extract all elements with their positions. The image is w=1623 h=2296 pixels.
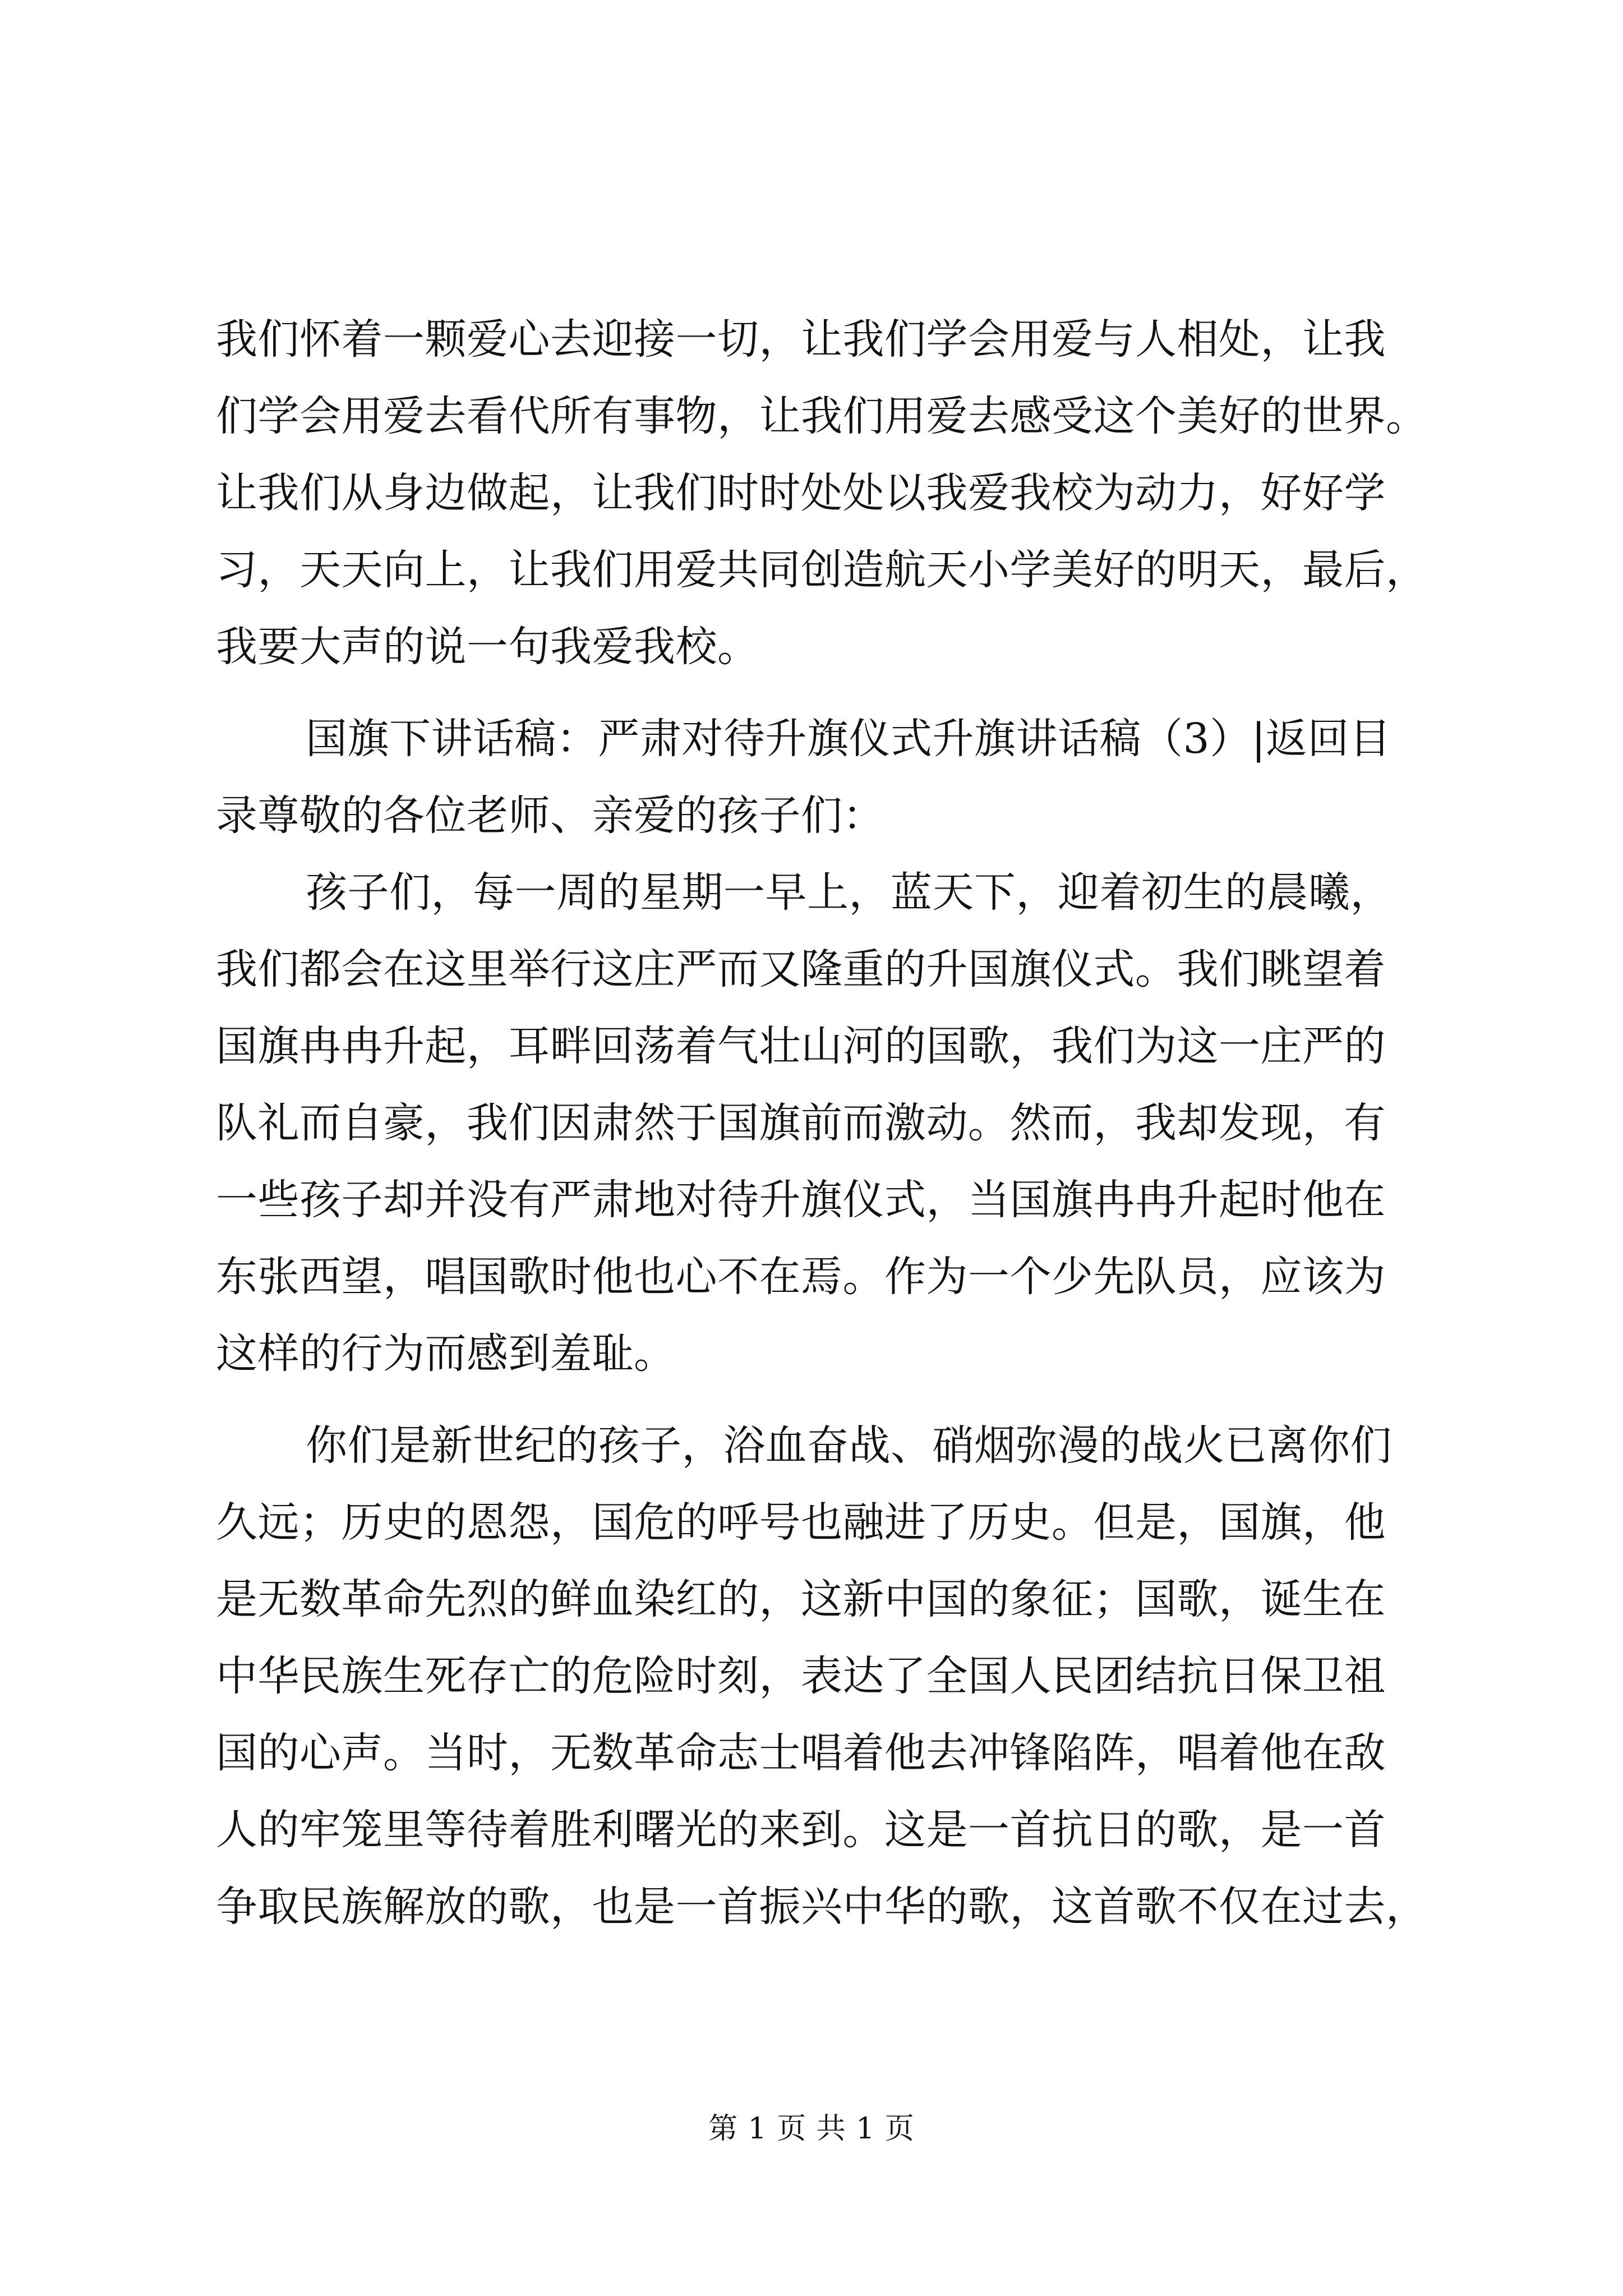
- paragraph-4-line-2: 久远；历史的恩怨，国危的呼号也融进了历史。但是，国旗，他: [216, 1498, 1386, 1547]
- paragraph-4-line-5: 国的心声。当时，无数革命志士唱着他去冲锋陷阵，唱着他在敌: [216, 1729, 1386, 1777]
- paragraph-3-line-3: 国旗冉冉升起，耳畔回荡着气壮山河的国歌，我们为这一庄严的: [216, 1022, 1386, 1070]
- paragraph-3-line-5: 一些孩子却并没有严肃地对待升旗仪式，当国旗冉冉升起时他在: [216, 1176, 1386, 1224]
- paragraph-4-line-7: 争取民族解放的歌，也是一首振兴中华的歌，这首歌不仅在过去，: [216, 1883, 1428, 1931]
- paragraph-1-line-4: 习，天天向上，让我们用爱共同创造航天小学美好的明天，最后，: [216, 546, 1428, 594]
- page-footer: 第 1 页 共 1 页: [708, 2112, 915, 2146]
- paragraph-1-line-1: 我们怀着一颗爱心去迎接一切，让我们学会用爱与人相处，让我: [216, 315, 1386, 364]
- paragraph-2-line-1: 国旗下讲话稿：严肃对待升旗仪式升旗讲话稿（3）|返回目: [306, 715, 1391, 763]
- paragraph-4-line-1: 你们是新世纪的孩子，浴血奋战、硝烟弥漫的战火已离你们: [306, 1421, 1392, 1470]
- paragraph-3-line-6: 东张西望，唱国歌时他也心不在焉。作为一个少先队员，应该为: [216, 1253, 1386, 1301]
- paragraph-3-line-7: 这样的行为而感到羞耻。: [216, 1329, 676, 1378]
- paragraph-4-line-3: 是无数革命先烈的鲜血染红的，这新中国的象征；国歌，诞生在: [216, 1575, 1386, 1623]
- paragraph-4-line-6: 人的牢笼里等待着胜利曙光的来到。这是一首抗日的歌，是一首: [216, 1806, 1386, 1854]
- paragraph-3-line-1: 孩子们，每一周的星期一早上，蓝天下，迎着初生的晨曦，: [306, 868, 1392, 917]
- paragraph-2-line-2: 录尊敬的各位老师、亲爱的孩子们：: [216, 792, 884, 840]
- paragraph-3-line-2: 我们都会在这里举行这庄严而又隆重的升国旗仪式。我们眺望着: [216, 945, 1386, 993]
- paragraph-3-line-4: 队礼而自豪，我们因肃然于国旗前而激动。然而，我却发现，有: [216, 1099, 1386, 1147]
- paragraph-1-line-5: 我要大声的说一句我爱我校。: [216, 623, 759, 671]
- paragraph-1-line-2: 们学会用爱去看代所有事物，让我们用爱去感受这个美好的世界。: [216, 392, 1428, 440]
- paragraph-4-line-4: 中华民族生死存亡的危险时刻，表达了全国人民团结抗日保卫祖: [216, 1652, 1386, 1700]
- paragraph-1-line-3: 让我们从身边做起，让我们时时处处以我爱我校为动力，好好学: [216, 469, 1386, 517]
